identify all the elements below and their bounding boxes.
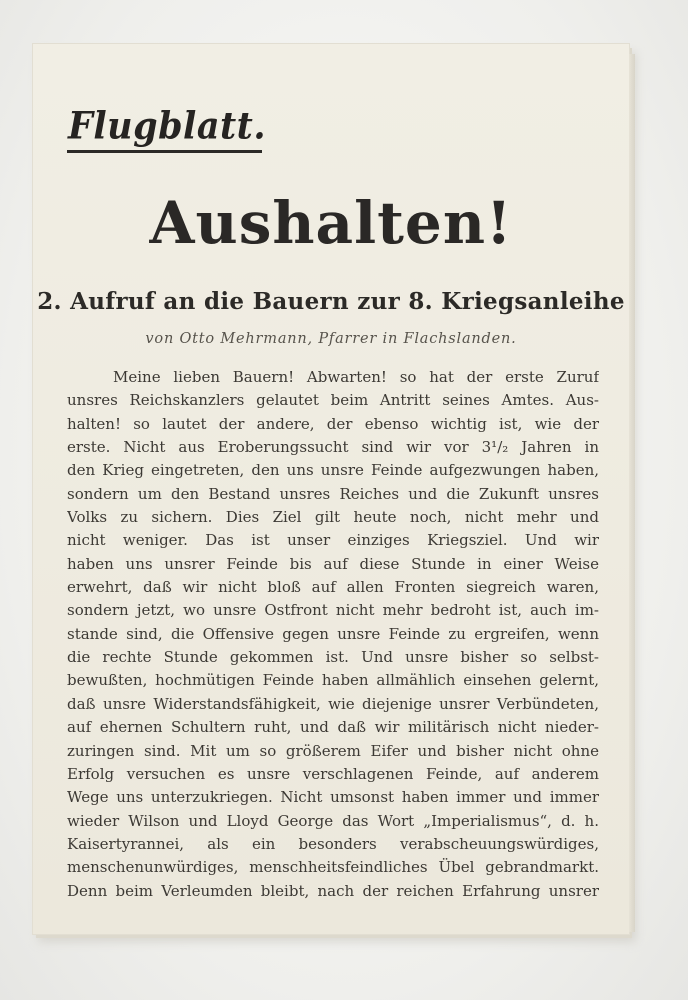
body-line: menschenunwürdiges, menschheitsfeindliches Übel gebrandmarkt. (67, 858, 599, 877)
body-line: unsres Reichskanzlers gelautet beim Antritt seines Amtes. Aus- (67, 391, 599, 410)
body-line: Kaisertyrannei, als ein besonders verabscheuungswürdiges, (67, 834, 599, 853)
body-line: erste. Nicht aus Eroberungssucht sind wir vor 3¹/₂ Jahren in (67, 438, 599, 457)
body-line: wieder Wilson und Lloyd George das Wort „Imperialismus“, d. h. (67, 811, 599, 830)
body-line: Volks zu sichern. Dies Ziel gilt heute noch, nicht mehr und (67, 508, 599, 527)
body-line: bewußten, hochmütigen Feinde haben allmählich einsehen gelernt, (67, 671, 599, 690)
body-line: Erfolg versuchen es unsre verschlagenen Feinde, auf anderem (67, 764, 599, 783)
leaflet-title: Aushalten! (149, 189, 513, 257)
leaflet-page (33, 44, 629, 934)
leaflet-subtitle: 2. Aufruf an die Bauern zur 8. Kriegsanleihe (37, 288, 625, 315)
body-line: Wege uns unterzukriegen. Nicht umsonst haben immer und immer (67, 788, 599, 807)
leaflet-header: Flugblatt. (68, 104, 267, 149)
body-line: Denn beim Verleumden bleibt, nach der reichen Erfahrung unsrer (67, 881, 599, 900)
body-line: zuringen sind. Mit um so größerem Eifer und bisher nicht ohne (67, 741, 599, 760)
body-line: halten! so lautet der andere, der ebenso wichtig ist, wie der (67, 414, 599, 433)
body-line: Meine lieben Bauern! Abwarten! so hat der erste Zuruf (113, 368, 599, 386)
body-line: daß unsre Widerstandsfähigkeit, wie diejenige unsrer Verbündeten, (67, 694, 599, 713)
author-line: von Otto Mehrmann, Pfarrer in Flachslanden. (145, 331, 517, 347)
body-line: stande sind, die Offensive gegen unsre Feinde zu ergreifen, wenn (67, 624, 599, 643)
body-text (67, 366, 599, 903)
body-line: haben uns unsrer Feinde bis auf diese Stunde in einer Weise (67, 554, 599, 573)
body-line: sondern jetzt, wo unsre Ostfront nicht mehr bedroht ist, auch im- (67, 601, 599, 620)
body-line: erwehrt, daß wir nicht bloß auf allen Fronten siegreich waren, (67, 578, 599, 597)
body-line: die rechte Stunde gekommen ist. Und unsre bisher so selbst- (67, 648, 599, 667)
body-line: nicht weniger. Das ist unser einziges Kriegsziel. Und wir (67, 531, 599, 550)
body-line: sondern um den Bestand unsres Reiches und die Zukunft unsres (67, 484, 599, 503)
body-line: den Krieg eingetreten, den uns unsre Feinde aufgezwungen haben, (67, 461, 599, 480)
header-underline (67, 150, 262, 153)
body-line: auf ehernen Schultern ruht, und daß wir militärisch nicht nieder- (67, 718, 599, 737)
